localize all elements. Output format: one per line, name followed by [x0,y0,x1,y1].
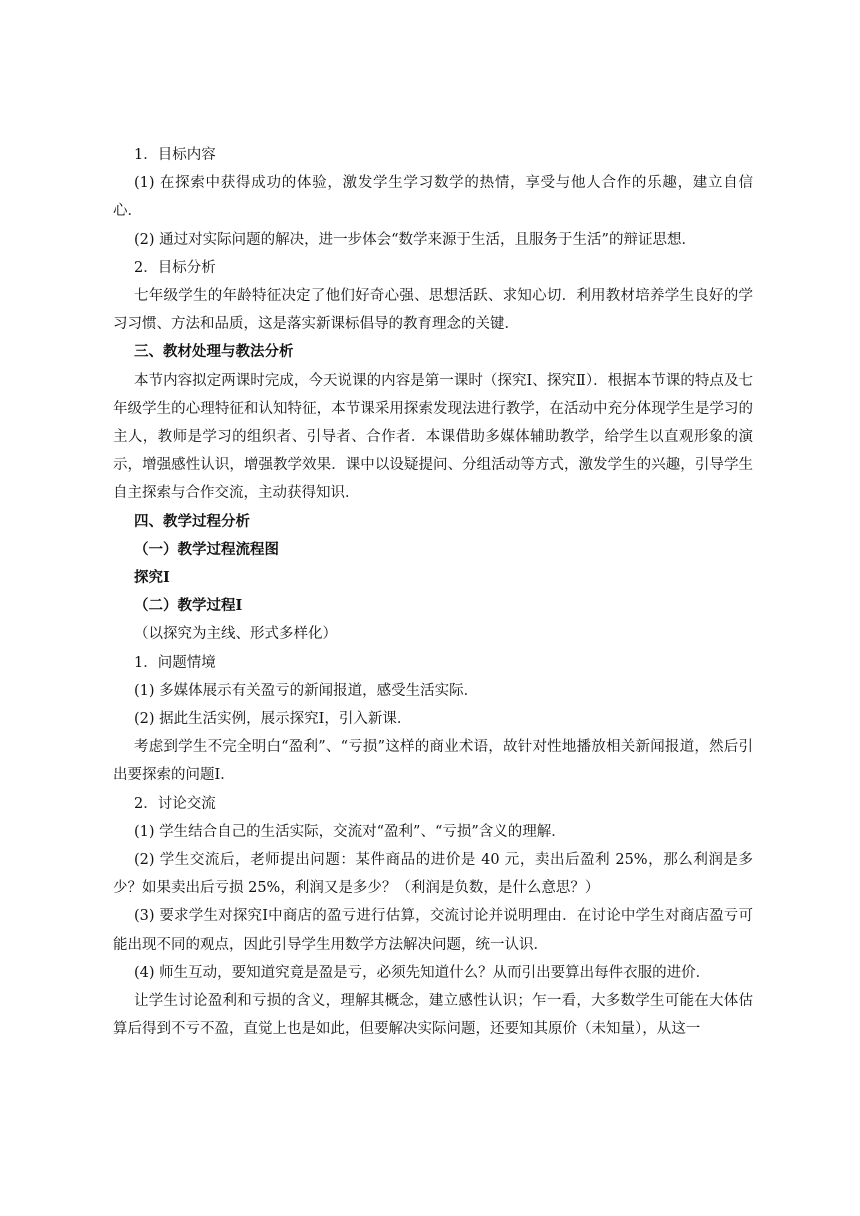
section-3-text: 本节内容拟定两课时完成，今天说课的内容是第一课时（探究Ⅰ、探究Ⅱ）．根据本节课的特点及七年级学生的心理特征和认知特征，本节课采用探索发现法进行教学，在活动中充分体现学生是学习的主人，教师是学习的组织者、引导者、合作者．本课借助多媒体辅助教学，给学生以直观形象的演示，增强感性认识，增强教学效果．课中以设疑提问、分组活动等方式，激发学生的兴趣，引导学生自主探索与合作交流，主动获得知识． [113,372,753,502]
discussion-text: 让学生讨论盈利和亏损的含义，理解其概念，建立感性认识；乍一看，大多数学生可能在大体估算后得到不亏不盈，直觉上也是如此，但要解决实际问题，还要知其原价（未知量），从这一 [113,993,753,1038]
discussion-item-3: (3) 要求学生对探究Ⅰ中商店的盈亏进行估算，交流讨论并说明理由．在讨论中学生对商店盈亏可能出现不同的观点，因此引导学生用数学方法解决问题，统一认识． [113,908,753,953]
subsection-2-note: （以探究为主线、形式多样化） [134,626,337,643]
discussion-heading: 2．讨论交流 [134,795,216,812]
section-3-title: 三、教材处理与教法分析 [134,343,294,361]
discussion-item-4: (4) 师生互动，要知道究竟是盈是亏，必须先知道什么？从而引出要算出每件衣服的进价． [134,964,711,981]
problem-item-2: (2) 据此生活实例，展示探究Ⅰ，引入新课． [134,711,412,728]
goal-item-1: (1) 在探索中获得成功的体验，激发学生学习数学的热情，享受与他人合作的乐趣，建立自信心． [113,175,753,220]
explore-1-label: 探究Ⅰ [134,569,170,587]
subsection-2-title: （二）教学过程Ⅰ [134,597,243,615]
subsection-1-title: （一）教学过程流程图 [134,540,279,558]
document-body [113,141,753,1044]
section-4-title: 四、教学过程分析 [134,512,250,530]
goal-analysis-heading: 2．目标分析 [134,259,216,276]
discussion-item-2: (2) 学生交流后，老师提出问题：某件商品的进价是 40 元，卖出后盈利 25%，那么利润是多少？如果卖出后亏损 25%，利润又是多少？（利润是负数，是什么意思？） [113,852,753,897]
discussion-item-1: (1) 学生结合自己的生活实际，交流对“盈利”、“亏损”含义的理解． [134,823,566,840]
problem-context-text: 考虑到学生不完全明白“盈利”、“亏损”这样的商业术语，故针对性地播放相关新闻报道，然后引出要探索的问题Ⅰ． [113,739,753,784]
goal-item-2: (2) 通过对实际问题的解决，进一步体会“数学来源于生活，且服务于生活”的辩证思想． [134,231,696,248]
problem-item-1: (1) 多媒体展示有关盈亏的新闻报道，感受生活实际． [134,682,479,699]
goal-analysis-text: 七年级学生的年龄特征决定了他们好奇心强、思想活跃、求知心切．利用教材培养学生良好的学习习惯、方法和品质，这是落实新课标倡导的教育理念的关键． [113,288,753,333]
problem-context-heading: 1．问题情境 [134,654,216,671]
goal-content-heading: 1．目标内容 [134,147,216,163]
